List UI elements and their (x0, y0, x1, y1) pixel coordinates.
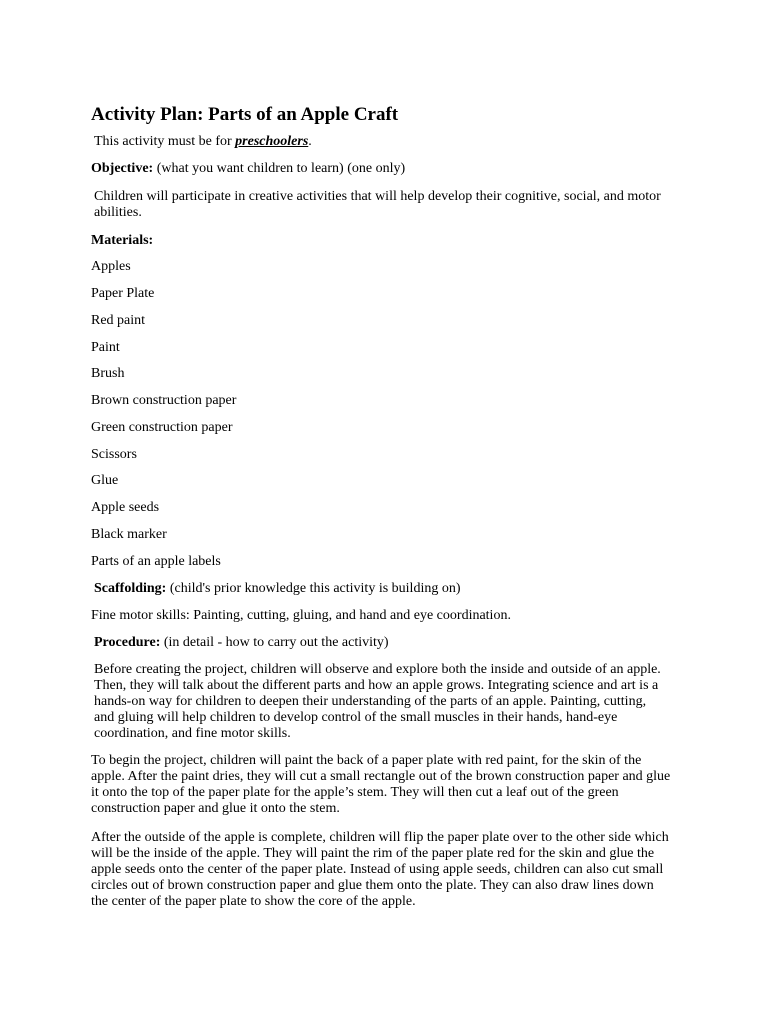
material-item: Paint (91, 340, 120, 355)
audience-emphasis: preschoolers (235, 134, 309, 149)
objective-heading (91, 161, 681, 177)
audience-suffix: . (308, 134, 312, 149)
scaffolding-label: Scaffolding: (94, 581, 167, 596)
material-item: Red paint (91, 313, 146, 328)
materials-heading (91, 233, 681, 249)
procedure-note: (in detail - how to carry out the activity) (160, 635, 389, 650)
scaffolding-heading (94, 581, 684, 597)
material-item: Black marker (91, 527, 167, 542)
material-item: Parts of an apple labels (91, 554, 221, 569)
audience-line (94, 134, 684, 150)
procedure-paragraph: To begin the project, children will paint the back of a paper plate with red paint, for the skin of the apple. After the paint dries, they will cut a small rectangle out of the brown construction paper and glue it onto the top of the paper plate for the apple’s stem. They will then cut a leaf out of the green construction paper and glue it onto the stem. (91, 753, 671, 816)
audience-prefix: This activity must be for (94, 134, 236, 149)
material-item: Paper Plate (91, 286, 155, 301)
objective-label: Objective: (91, 161, 154, 176)
material-item: Apples (91, 259, 131, 274)
scaffolding-note: (child's prior knowledge this activity is building on) (166, 581, 461, 596)
objective-text: Children will participate in creative activities that will help develop their cognitive, social, and motor abilities. (94, 189, 661, 220)
material-item: Brown construction paper (91, 393, 237, 408)
materials-label: Materials: (91, 233, 154, 248)
material-item: Apple seeds (91, 500, 160, 515)
page-title: Activity Plan: Parts of an Apple Craft (91, 104, 399, 125)
material-item: Scissors (91, 447, 137, 462)
material-item: Green construction paper (91, 420, 233, 435)
material-item: Brush (91, 366, 125, 381)
material-item: Glue (91, 473, 119, 488)
procedure-label: Procedure: (94, 635, 161, 650)
objective-note: (what you want children to learn) (one only) (153, 161, 406, 176)
procedure-paragraph: Before creating the project, children will observe and explore both the inside and outside of an apple. Then, they will talk about the different parts and how an apple grows. Integrating science and art is a hands-on way for children to deepen their understanding of the parts of an apple. Painting, cutting, and gluing will help children to develop control of the small muscles in their hands, hand-eye coordination, and fine motor skills. (94, 662, 661, 741)
procedure-heading (94, 635, 684, 651)
procedure-paragraph: After the outside of the apple is complete, children will flip the paper plate over to the other side which will be the inside of the apple. They will paint the rim of the paper plate red for the skin and glue the apple seeds onto the center of the paper plate. Instead of using apple seeds, children can also cut small circles out of brown construction paper and glue them onto the plate. They can also draw lines down the center of the paper plate to show the core of the apple. (91, 830, 669, 909)
scaffolding-text: Fine motor skills: Painting, cutting, gluing, and hand and eye coordination. (91, 608, 511, 623)
